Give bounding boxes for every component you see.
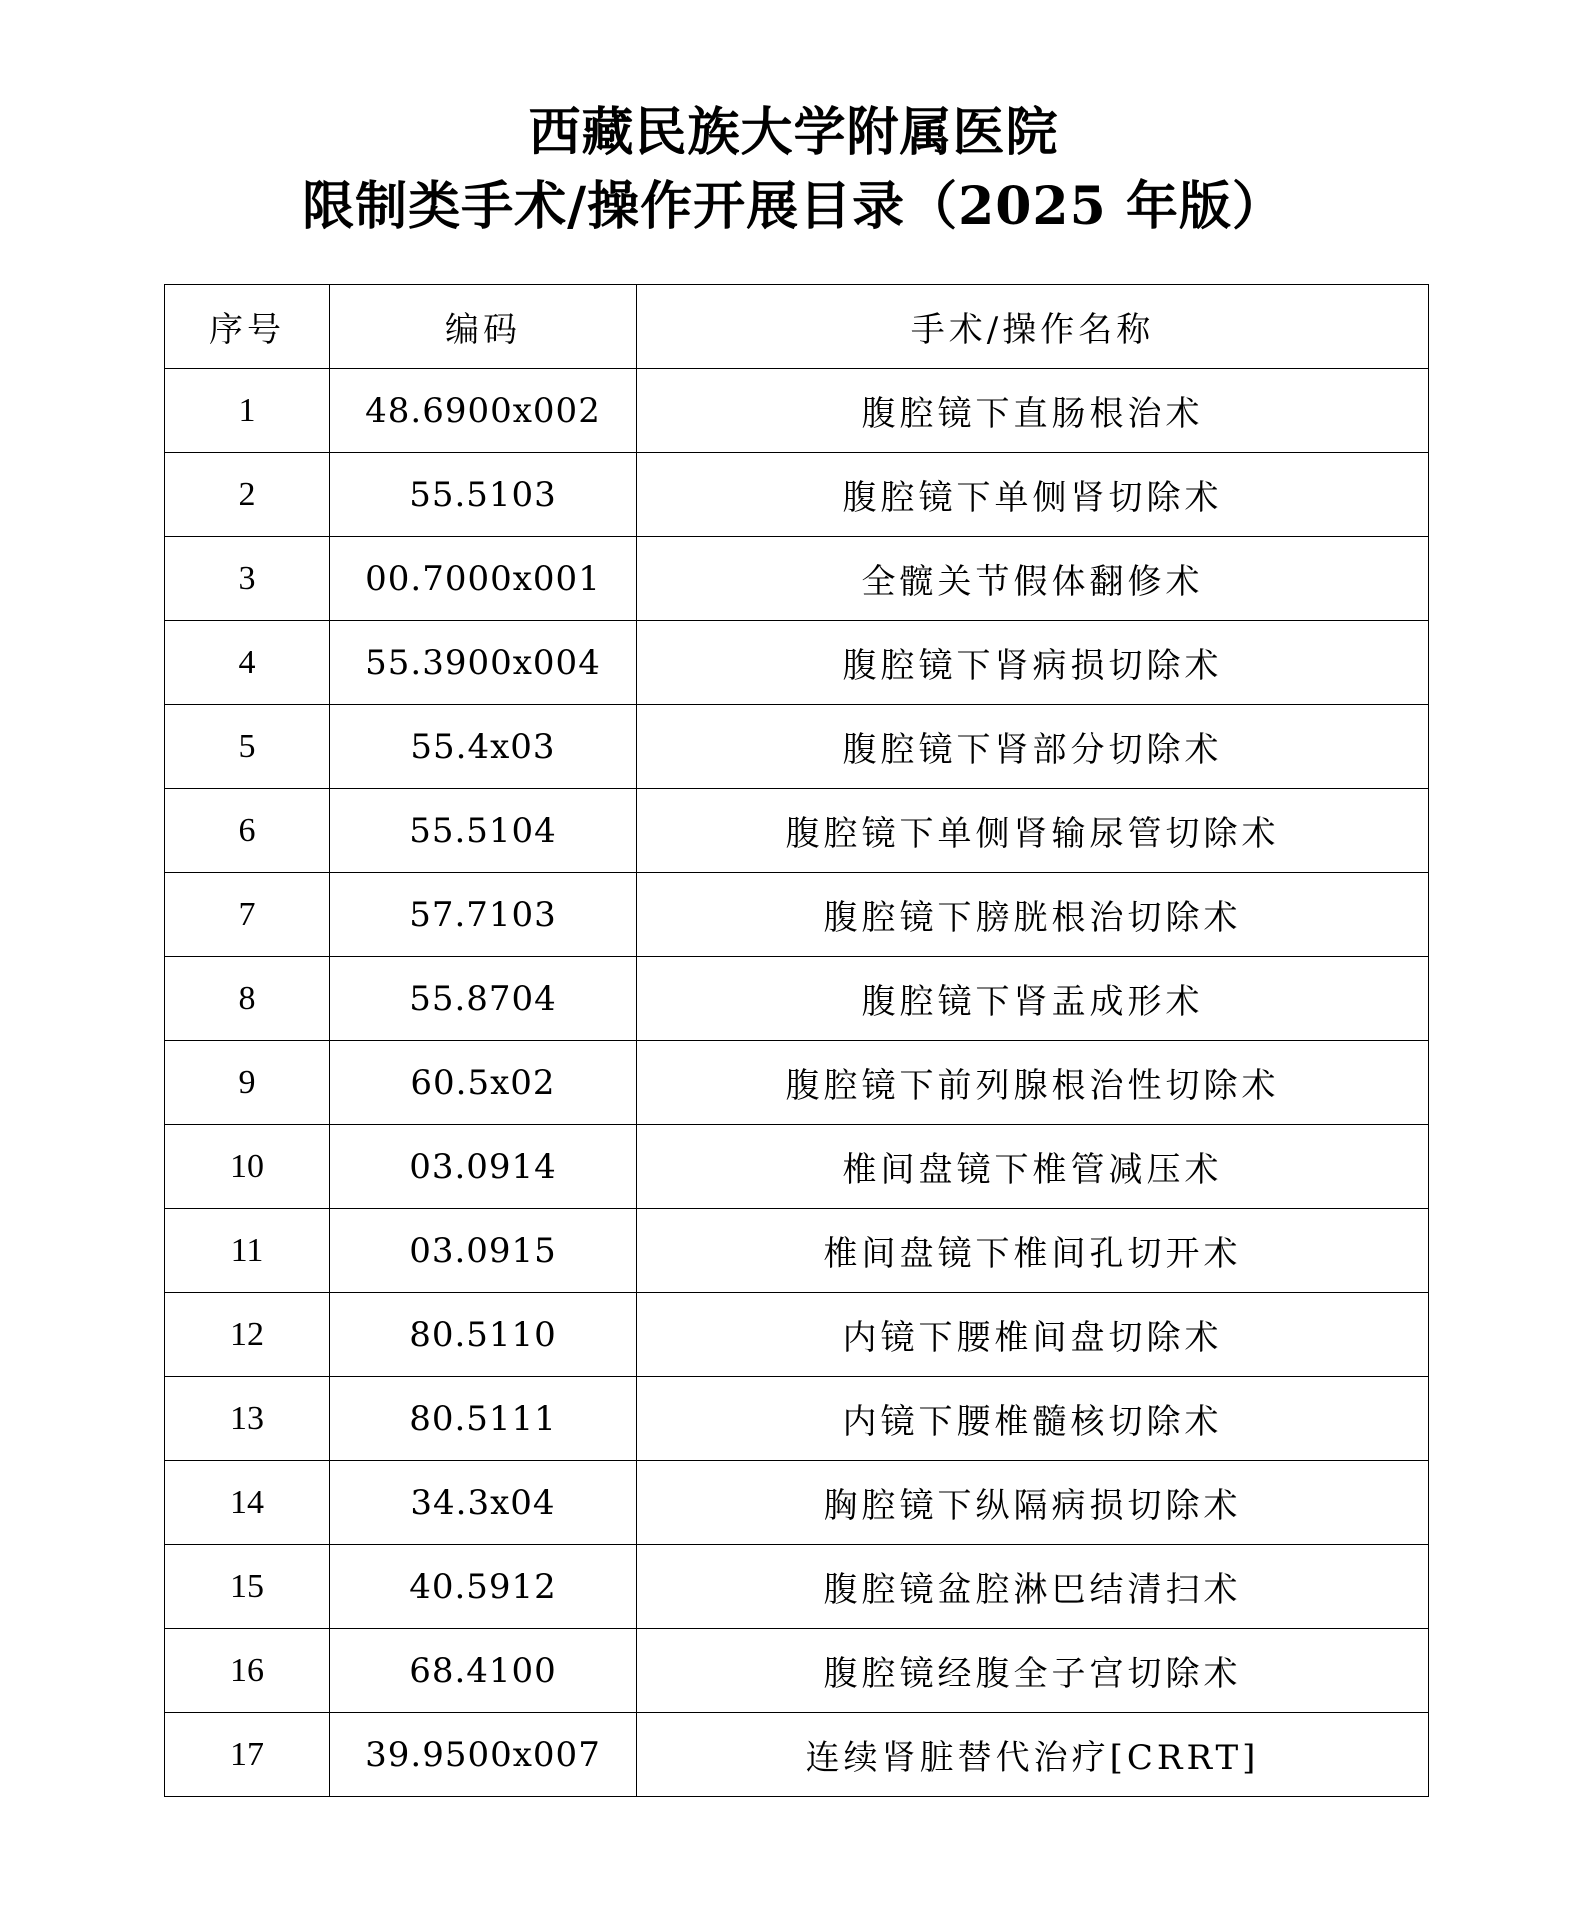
table-row <box>165 1461 1429 1545</box>
row-procedure-name: 椎间盘镜下椎管减压术 <box>637 1125 1429 1209</box>
row-code: 68.4100 <box>330 1629 637 1713</box>
header-serial-number: 序号 <box>165 285 330 369</box>
row-procedure-name: 腹腔镜经腹全子宫切除术 <box>637 1629 1429 1713</box>
row-serial-number: 16 <box>165 1629 330 1713</box>
row-code: 55.4x03 <box>330 705 637 789</box>
table-header <box>165 285 1429 369</box>
table-row <box>165 1293 1429 1377</box>
table-row <box>165 1041 1429 1125</box>
row-serial-number: 6 <box>165 789 330 873</box>
table-row <box>165 705 1429 789</box>
row-code: 57.7103 <box>330 873 637 957</box>
row-procedure-name: 腹腔镜下肾盂成形术 <box>637 957 1429 1041</box>
row-procedure-name: 腹腔镜下肾病损切除术 <box>637 621 1429 705</box>
table-row <box>165 789 1429 873</box>
table-row <box>165 1713 1429 1797</box>
row-code: 03.0915 <box>330 1209 637 1293</box>
table-row <box>165 369 1429 453</box>
row-serial-number: 5 <box>165 705 330 789</box>
row-serial-number: 3 <box>165 537 330 621</box>
row-procedure-name: 连续肾脏替代治疗[CRRT] <box>637 1713 1429 1797</box>
row-code: 34.3x04 <box>330 1461 637 1545</box>
row-serial-number: 11 <box>165 1209 330 1293</box>
row-code: 60.5x02 <box>330 1041 637 1125</box>
row-serial-number: 13 <box>165 1377 330 1461</box>
row-serial-number: 2 <box>165 453 330 537</box>
row-procedure-name: 腹腔镜盆腔淋巴结清扫术 <box>637 1545 1429 1629</box>
row-serial-number: 4 <box>165 621 330 705</box>
row-code: 80.5111 <box>330 1377 637 1461</box>
row-procedure-name: 腹腔镜下肾部分切除术 <box>637 705 1429 789</box>
row-serial-number: 9 <box>165 1041 330 1125</box>
row-serial-number: 12 <box>165 1293 330 1377</box>
row-code: 55.3900x004 <box>330 621 637 705</box>
row-serial-number: 17 <box>165 1713 330 1797</box>
header-code: 编码 <box>330 285 637 369</box>
row-procedure-name: 内镜下腰椎髓核切除术 <box>637 1377 1429 1461</box>
table-header-row <box>165 285 1429 369</box>
row-code: 40.5912 <box>330 1545 637 1629</box>
hospital-name-heading: 西藏民族大学附属医院 <box>528 102 1059 163</box>
row-code: 48.6900x002 <box>330 369 637 453</box>
table-row <box>165 453 1429 537</box>
procedure-catalog-table <box>164 284 1429 1797</box>
row-code: 80.5110 <box>330 1293 637 1377</box>
table-row <box>165 537 1429 621</box>
row-code: 55.8704 <box>330 957 637 1041</box>
row-code: 39.9500x007 <box>330 1713 637 1797</box>
row-serial-number: 14 <box>165 1461 330 1545</box>
catalog-title-heading: 限制类手术/操作开展目录（2025 年版） <box>302 176 1285 237</box>
row-serial-number: 7 <box>165 873 330 957</box>
row-code: 55.5103 <box>330 453 637 537</box>
row-procedure-name: 椎间盘镜下椎间孔切开术 <box>637 1209 1429 1293</box>
row-code: 03.0914 <box>330 1125 637 1209</box>
table-row <box>165 621 1429 705</box>
row-code: 55.5104 <box>330 789 637 873</box>
table-row <box>165 873 1429 957</box>
row-serial-number: 15 <box>165 1545 330 1629</box>
table-row <box>165 1125 1429 1209</box>
row-serial-number: 10 <box>165 1125 330 1209</box>
row-procedure-name: 腹腔镜下前列腺根治性切除术 <box>637 1041 1429 1125</box>
row-procedure-name: 胸腔镜下纵隔病损切除术 <box>637 1461 1429 1545</box>
row-code: 00.7000x001 <box>330 537 637 621</box>
row-serial-number: 8 <box>165 957 330 1041</box>
row-procedure-name: 内镜下腰椎间盘切除术 <box>637 1293 1429 1377</box>
table-row <box>165 1545 1429 1629</box>
document-title <box>0 96 1587 244</box>
table-row <box>165 1629 1429 1713</box>
table-body <box>165 369 1429 1797</box>
row-procedure-name: 全髋关节假体翻修术 <box>637 537 1429 621</box>
row-procedure-name: 腹腔镜下直肠根治术 <box>637 369 1429 453</box>
header-procedure-name: 手术/操作名称 <box>637 285 1429 369</box>
table-row <box>165 1209 1429 1293</box>
row-procedure-name: 腹腔镜下单侧肾输尿管切除术 <box>637 789 1429 873</box>
table-row <box>165 1377 1429 1461</box>
row-procedure-name: 腹腔镜下膀胱根治切除术 <box>637 873 1429 957</box>
table-row <box>165 957 1429 1041</box>
row-serial-number: 1 <box>165 369 330 453</box>
row-procedure-name: 腹腔镜下单侧肾切除术 <box>637 453 1429 537</box>
